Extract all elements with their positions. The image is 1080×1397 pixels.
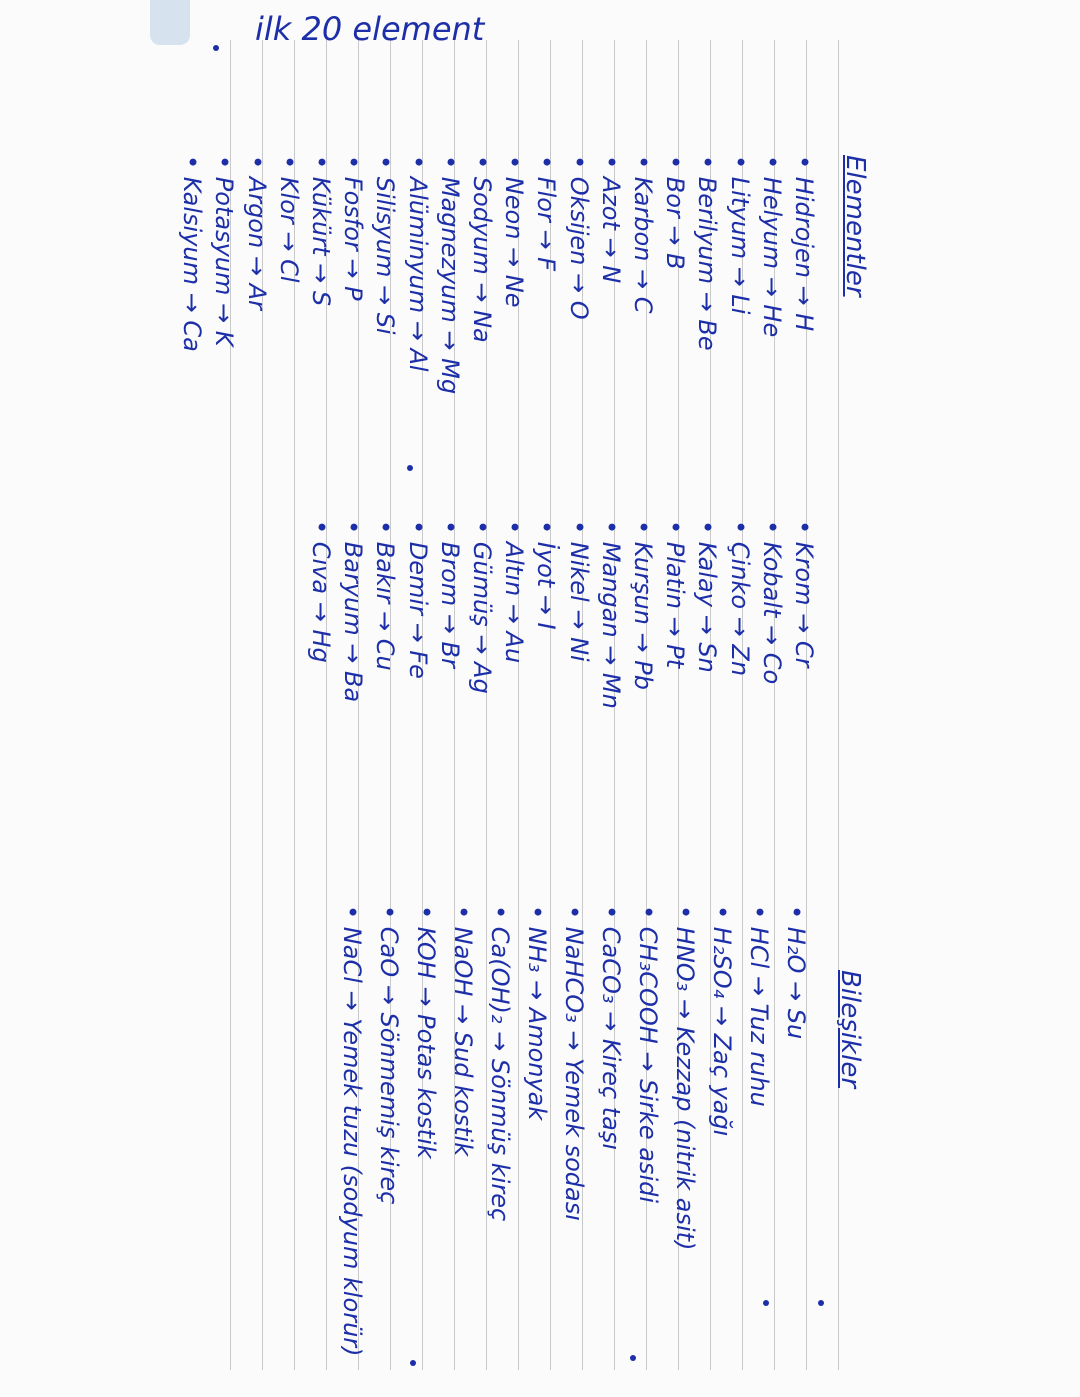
element-entry: • Kalay → Sn <box>693 520 722 673</box>
element-entry: • Berilyum → Be <box>693 155 722 351</box>
elements-heading: Elementler <box>840 155 870 297</box>
element-entry: • İyot → I <box>532 520 561 630</box>
element-entry: • Potasyum → K <box>210 155 239 347</box>
element-entry: • Fosfor → P <box>339 155 368 301</box>
element-entry: • Magnezyum → Mg <box>435 155 464 395</box>
compound-entry: • HNO₃ → Kezzap (nitrik asit) <box>671 905 699 1251</box>
element-entry: • Nikel → Ni <box>564 520 593 662</box>
element-entry: • Kalsiyum → Ca <box>178 155 207 352</box>
element-entry: • Karbon → C <box>629 155 657 314</box>
compound-entry: • H₂SO₄ → Zaç yağı <box>708 905 736 1137</box>
element-entry: • Silisyum → Si <box>371 155 400 335</box>
compound-entry: • NH₃ → Amonyak <box>523 905 551 1121</box>
element-entry: • Baryum → Ba <box>339 520 368 703</box>
element-entry: • Alüminyum → Al <box>403 155 432 372</box>
compound-entry: • KOH → Potas kostik <box>412 905 440 1159</box>
compound-entry: • HCl → Tuz ruhu <box>745 905 773 1107</box>
margin-title: ilk 20 element <box>255 10 485 48</box>
element-entry: • Cıva → Hg <box>307 520 335 663</box>
element-entry: • Krom → Cr <box>790 520 818 668</box>
compound-entry: • H₂O → Su <box>782 905 810 1040</box>
compound-entry: • CaO → Sönmemiş kireç <box>375 905 403 1205</box>
element-entry: • Helyum → He <box>757 155 786 338</box>
element-entry: • Kurşun → Pb <box>629 520 657 690</box>
element-entry: • Demir → Fe <box>403 520 432 679</box>
compound-entry: • NaCl → Yemek tuzu (sodyum klorür) <box>338 905 366 1357</box>
element-entry: • Bor → B <box>661 155 690 270</box>
element-entry: • Gümüş → Ag <box>468 520 496 694</box>
element-entry: • Neon → Ne <box>500 155 529 308</box>
element-entry: • Oksijen → O <box>564 155 593 320</box>
element-entry: • Brom → Br <box>435 520 464 668</box>
element-entry: • Hidrojen → H <box>790 155 818 332</box>
element-entry: • Altın → Au <box>500 520 529 664</box>
element-entry: • Mangan → Mn <box>596 520 625 709</box>
element-entry: • Sodyum → Na <box>468 155 496 343</box>
compound-entry: • Ca(OH)₂ → Sönmüş kireç <box>486 905 514 1222</box>
compounds-heading: Bileşikler <box>835 970 865 1089</box>
element-entry: • Argon → Ar <box>242 155 271 310</box>
compound-entry: • CH₃COOH → Sirke asidi <box>634 905 662 1204</box>
element-entry: • Klor → Cl <box>274 155 303 283</box>
compound-entry: • CaCO₃ → Kireç taşı <box>597 905 625 1151</box>
compound-entry: • NaHCO₃ → Yemek sodası <box>560 905 588 1221</box>
element-entry: • Bakır → Cu <box>371 520 400 671</box>
element-entry: • Kükürt → S <box>307 155 335 307</box>
element-entry: • Flor → F <box>532 155 561 271</box>
element-entry: • Kobalt → Co <box>757 520 786 685</box>
element-entry: • Lityum → Li <box>725 155 754 315</box>
element-entry: • Platin → Pt <box>661 520 690 669</box>
element-entry: • Azot → N <box>596 155 625 284</box>
compound-entry: • NaOH → Sud kostik <box>449 905 477 1157</box>
element-entry: • Çinko → Zn <box>725 520 754 677</box>
